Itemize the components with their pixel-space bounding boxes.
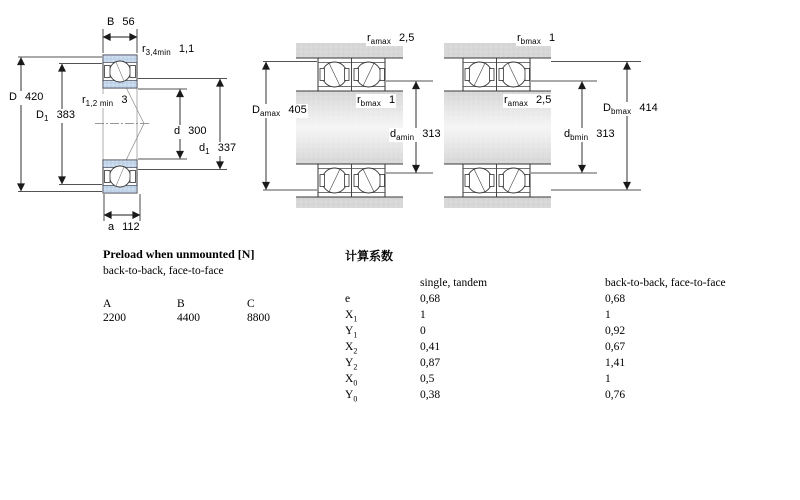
- factor-value-single: 0,87: [420, 357, 441, 369]
- factor-value-paired: 1: [605, 309, 611, 321]
- factor-row-label: $X_1$: [345, 309, 358, 324]
- factors-corner-cell: [345, 276, 420, 292]
- factors-table-title: 计算系数: [345, 249, 394, 263]
- factor-value-paired: 0,67: [605, 341, 626, 353]
- factor-row-label: $Y_1$: [345, 325, 358, 340]
- dim-label-Damax: $D_{amax}$ 405: [252, 104, 307, 119]
- factor-value-paired: 0,68: [605, 293, 626, 305]
- dim-label-B: B 56: [106, 16, 136, 30]
- dim-label-ramax-mid: $r_{amax}$ 2,5: [367, 32, 415, 47]
- factor-value-single: 0: [420, 325, 426, 337]
- preload-table: [103, 247, 317, 325]
- dim-label-r12min: $r_{1,2 min}$ 3: [82, 94, 128, 109]
- factor-value-paired: 1: [605, 373, 611, 385]
- dim-label-D: D 420: [8, 91, 44, 105]
- factor-value-paired: 1,41: [605, 357, 626, 369]
- preload-col-header: C: [247, 298, 255, 310]
- dim-label-damin: $d_{amin}$ 313: [390, 128, 441, 143]
- factor-value-paired: 0,92: [605, 325, 626, 337]
- preload-col-header: A: [103, 298, 112, 310]
- preload-value: 8800: [247, 312, 270, 324]
- dim-label-Dbmax: $D_{bmax}$ 414: [603, 102, 658, 117]
- preload-value: 2200: [103, 312, 126, 324]
- factor-row-label: $Y_0$: [345, 389, 358, 404]
- preload-value: 4400: [177, 312, 200, 324]
- dim-label-a: a 112: [107, 221, 141, 235]
- dim-label-rbmax-mid: $r_{bmax}$ 1: [357, 94, 396, 109]
- factors-table-grid: [345, 276, 785, 404]
- factor-row-label: $X_0$: [345, 373, 358, 388]
- factor-row-label: e: [345, 293, 351, 305]
- factors-col1-header: single, tandem: [420, 277, 488, 289]
- factor-value-single: 0,38: [420, 389, 441, 401]
- factor-value-single: 0,41: [420, 341, 441, 353]
- factor-value-single: 1: [420, 309, 426, 321]
- dim-label-ramax-right: $r_{amax}$ 2,5: [504, 94, 552, 109]
- dim-label-rbmax-right: $r_{bmax}$ 1: [517, 32, 556, 47]
- factor-row-label: $X_2$: [345, 341, 358, 356]
- dim-label-r34min: $r_{3,4min}$ 1,1: [142, 43, 195, 58]
- middle-arrangement-drawing: [263, 43, 433, 208]
- preload-col-header: B: [177, 298, 185, 310]
- factor-value-single: 0,5: [420, 373, 435, 385]
- factor-value-paired: 0,76: [605, 389, 626, 401]
- dim-label-d1: $d_1$ 337: [199, 142, 237, 157]
- preload-table-grid: [103, 297, 317, 325]
- dim-label-D1: $D_1$ 383: [36, 109, 75, 124]
- right-arrangement-drawing: [444, 43, 641, 208]
- factor-value-single: 0,68: [420, 293, 441, 305]
- factors-table: [345, 247, 785, 404]
- factors-col2-header: back-to-back, face-to-face: [605, 277, 726, 289]
- preload-table-title: Preload when unmounted [N]: [103, 247, 255, 261]
- dim-label-dbmin: $d_{bmin}$ 313: [564, 128, 615, 143]
- preload-table-subtitle: back-to-back, face-to-face: [103, 265, 224, 277]
- dim-label-d: d 300: [173, 125, 207, 139]
- factor-row-label: $Y_2$: [345, 357, 358, 372]
